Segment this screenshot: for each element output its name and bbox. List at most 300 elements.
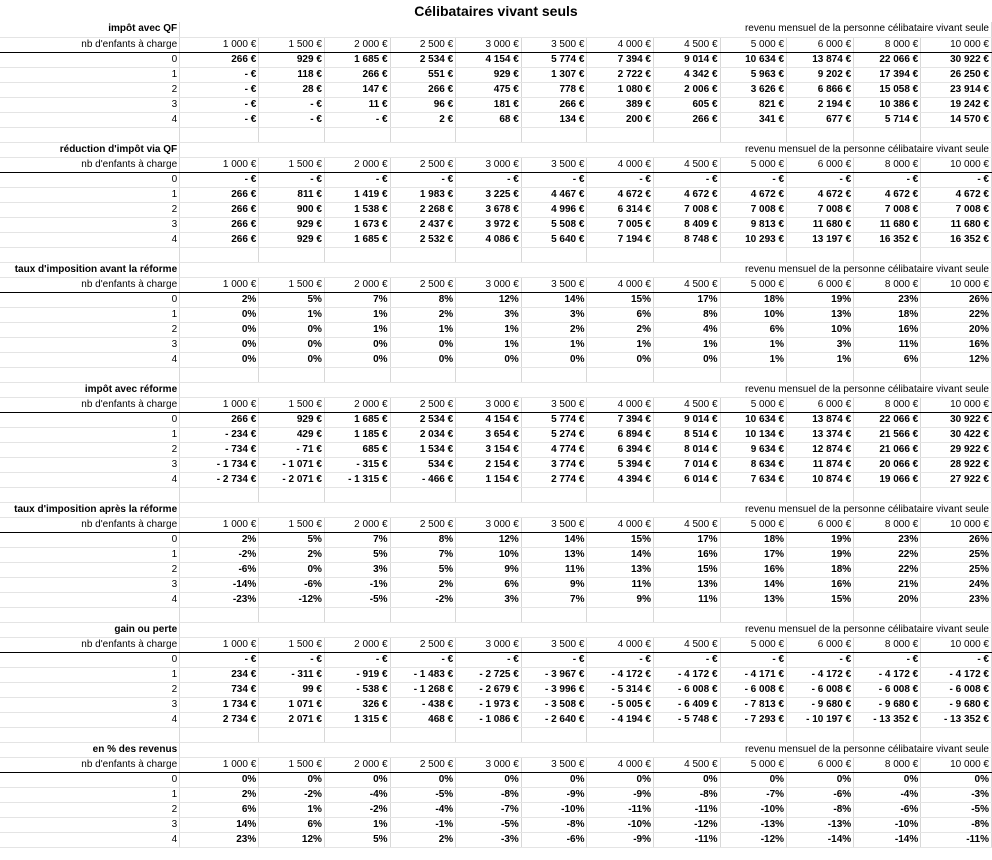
value-cell: 16% <box>921 337 992 352</box>
value-cell: -6% <box>521 832 587 847</box>
children-count: 0 <box>0 412 180 427</box>
value-cell: 8 748 € <box>654 232 721 247</box>
value-cell: 14% <box>180 817 259 832</box>
value-cell: -7% <box>720 787 787 802</box>
value-cell: -13% <box>720 817 787 832</box>
income-header-cell: 6 000 € <box>787 157 854 172</box>
value-cell: 7 008 € <box>854 202 921 217</box>
empty-cell <box>720 367 787 382</box>
value-cell: - 1 483 € <box>390 667 456 682</box>
value-cell: 22 066 € <box>854 412 921 427</box>
value-cell: -2% <box>259 787 325 802</box>
value-cell: 9% <box>456 562 522 577</box>
value-cell: 326 € <box>324 697 390 712</box>
value-cell: 266 € <box>390 82 456 97</box>
value-cell: 15% <box>787 592 854 607</box>
empty-cell <box>180 607 259 622</box>
value-cell: - 6 008 € <box>654 682 721 697</box>
value-cell: 13 374 € <box>787 427 854 442</box>
value-cell: 14% <box>521 532 587 547</box>
value-cell: 19 242 € <box>921 97 992 112</box>
value-cell: 8 014 € <box>654 442 721 457</box>
value-cell: 3% <box>324 562 390 577</box>
value-cell: 16% <box>854 322 921 337</box>
income-header-cell: 3 500 € <box>521 157 587 172</box>
income-header-cell: 4 000 € <box>587 37 654 52</box>
value-cell: - € <box>720 652 787 667</box>
value-cell: 2 532 € <box>390 232 456 247</box>
value-cell: - € <box>180 97 259 112</box>
value-cell: -6% <box>180 562 259 577</box>
value-cell: 677 € <box>787 112 854 127</box>
income-header-cell: 3 500 € <box>521 517 587 532</box>
value-cell: 5 963 € <box>720 67 787 82</box>
value-cell: -6% <box>854 802 921 817</box>
value-cell: 13% <box>787 307 854 322</box>
value-cell: 23% <box>854 292 921 307</box>
value-cell: 4 672 € <box>921 187 992 202</box>
empty-cell <box>521 367 587 382</box>
value-cell: 475 € <box>456 82 522 97</box>
value-cell: 23% <box>921 592 992 607</box>
value-cell: 1 419 € <box>324 187 390 202</box>
empty-cell <box>456 127 522 142</box>
empty-cell <box>324 607 390 622</box>
value-cell: 1% <box>456 337 522 352</box>
table-row <box>0 97 992 112</box>
children-count: 3 <box>0 97 180 112</box>
income-header-cell: 5 000 € <box>720 277 787 292</box>
value-cell: -10% <box>720 802 787 817</box>
value-cell: 4 394 € <box>587 472 654 487</box>
value-cell: 9 634 € <box>720 442 787 457</box>
empty-cell <box>787 727 854 742</box>
table-row <box>0 172 992 187</box>
value-cell: -10% <box>587 817 654 832</box>
value-cell: -23% <box>180 592 259 607</box>
value-cell: 5 774 € <box>521 52 587 67</box>
value-cell: 5 394 € <box>587 457 654 472</box>
value-cell: 7 008 € <box>787 202 854 217</box>
spacer-row <box>0 127 992 142</box>
value-cell: - 4 172 € <box>787 667 854 682</box>
value-cell: 20% <box>854 592 921 607</box>
value-cell: 7 194 € <box>587 232 654 247</box>
value-cell: 11% <box>654 592 721 607</box>
value-cell: 1 307 € <box>521 67 587 82</box>
empty-cell <box>456 487 522 502</box>
empty-cell <box>0 367 180 382</box>
value-cell: 5 640 € <box>521 232 587 247</box>
income-header-cell: 6 000 € <box>787 277 854 292</box>
value-cell: 266 € <box>521 97 587 112</box>
value-cell: 6% <box>259 817 325 832</box>
value-cell: - 13 352 € <box>854 712 921 727</box>
value-cell: 23 914 € <box>921 82 992 97</box>
value-cell: 4% <box>654 322 721 337</box>
value-cell: 2 734 € <box>180 712 259 727</box>
value-cell: 1% <box>521 337 587 352</box>
spacer-row <box>0 727 992 742</box>
income-header-cell: 1 000 € <box>180 157 259 172</box>
empty-cell <box>180 127 259 142</box>
value-cell: -9% <box>587 832 654 847</box>
value-cell: - € <box>180 172 259 187</box>
value-cell: 6 894 € <box>587 427 654 442</box>
value-cell: 8 514 € <box>654 427 721 442</box>
income-header-cell: 3 000 € <box>456 37 522 52</box>
value-cell: - € <box>654 172 721 187</box>
empty-cell <box>324 487 390 502</box>
value-cell: 9 813 € <box>720 217 787 232</box>
value-cell: 2 534 € <box>390 52 456 67</box>
income-header-cell: 5 000 € <box>720 37 787 52</box>
empty-cell <box>456 607 522 622</box>
value-cell: 5 274 € <box>521 427 587 442</box>
income-header-cell: 1 500 € <box>259 637 325 652</box>
value-cell: 1 983 € <box>390 187 456 202</box>
value-cell: 14% <box>521 292 587 307</box>
value-cell: 3 972 € <box>456 217 522 232</box>
income-header-cell: 4 500 € <box>654 157 721 172</box>
value-cell: 21 566 € <box>854 427 921 442</box>
children-count: 2 <box>0 682 180 697</box>
table-row <box>0 697 992 712</box>
empty-cell <box>787 367 854 382</box>
value-cell: -3% <box>921 787 992 802</box>
value-cell: - 1 315 € <box>324 472 390 487</box>
value-cell: - € <box>456 172 522 187</box>
value-cell: 15% <box>587 292 654 307</box>
value-cell: 11 € <box>324 97 390 112</box>
empty-cell <box>787 607 854 622</box>
income-header-cell: 1 500 € <box>259 157 325 172</box>
value-cell: 0% <box>390 772 456 787</box>
value-cell: 13% <box>720 592 787 607</box>
value-cell: 2% <box>390 307 456 322</box>
income-header-cell: 10 000 € <box>921 757 992 772</box>
value-cell: 929 € <box>259 52 325 67</box>
income-header-cell: 2 500 € <box>390 757 456 772</box>
value-cell: 0% <box>521 772 587 787</box>
empty-cell <box>390 247 456 262</box>
value-cell: 1 685 € <box>324 412 390 427</box>
value-cell: 24% <box>921 577 992 592</box>
value-cell: 10% <box>456 547 522 562</box>
value-cell: 22% <box>854 562 921 577</box>
value-cell: - 538 € <box>324 682 390 697</box>
income-header-cell: 8 000 € <box>854 157 921 172</box>
income-header-cell: 4 000 € <box>587 757 654 772</box>
children-count: 3 <box>0 457 180 472</box>
value-cell: 19% <box>787 292 854 307</box>
value-cell: 2% <box>180 787 259 802</box>
value-cell: - € <box>390 172 456 187</box>
value-cell: -4% <box>390 802 456 817</box>
row-axis-label: nb d'enfants à charge <box>0 157 180 172</box>
value-cell: 15% <box>654 562 721 577</box>
value-cell: -6% <box>259 577 325 592</box>
empty-cell <box>921 607 992 622</box>
value-cell: 14% <box>587 547 654 562</box>
value-cell: -11% <box>654 832 721 847</box>
empty-cell <box>921 247 992 262</box>
empty-cell <box>654 127 721 142</box>
value-cell: 0% <box>259 562 325 577</box>
value-cell: - € <box>921 652 992 667</box>
income-header-cell: 1 000 € <box>180 517 259 532</box>
value-cell: 1% <box>324 817 390 832</box>
spacer-row <box>0 367 992 382</box>
value-cell: 3% <box>521 307 587 322</box>
table-row <box>0 232 992 247</box>
table-row <box>0 772 992 787</box>
income-header-cell: 4 000 € <box>587 277 654 292</box>
value-cell: - 2 071 € <box>259 472 325 487</box>
value-cell: 9% <box>521 577 587 592</box>
empty-cell <box>654 607 721 622</box>
value-cell: 0% <box>259 352 325 367</box>
value-cell: 2 722 € <box>587 67 654 82</box>
children-count: 2 <box>0 562 180 577</box>
value-cell: - 6 008 € <box>720 682 787 697</box>
empty-cell <box>587 487 654 502</box>
value-cell: 6% <box>720 322 787 337</box>
value-cell: 10 134 € <box>720 427 787 442</box>
empty-cell <box>720 607 787 622</box>
income-caption: revenu mensuel de la personne célibataire vivant seule <box>180 22 992 37</box>
value-cell: - € <box>521 172 587 187</box>
children-count: 4 <box>0 352 180 367</box>
table-row <box>0 337 992 352</box>
income-header-cell: 2 000 € <box>324 277 390 292</box>
income-header-cell: 10 000 € <box>921 397 992 412</box>
row-axis-label: nb d'enfants à charge <box>0 37 180 52</box>
section-label: taux d'imposition avant la réforme <box>0 262 180 277</box>
value-cell: 5 714 € <box>854 112 921 127</box>
income-header-cell: 10 000 € <box>921 637 992 652</box>
value-cell: - € <box>587 652 654 667</box>
children-count: 4 <box>0 592 180 607</box>
value-cell: - 6 008 € <box>854 682 921 697</box>
children-count: 0 <box>0 172 180 187</box>
value-cell: -12% <box>654 817 721 832</box>
empty-cell <box>521 127 587 142</box>
value-cell: 6% <box>456 577 522 592</box>
value-cell: - € <box>456 652 522 667</box>
children-count: 4 <box>0 832 180 847</box>
value-cell: 0% <box>390 337 456 352</box>
value-cell: 11% <box>854 337 921 352</box>
income-header-row <box>0 517 992 532</box>
value-cell: 21% <box>854 577 921 592</box>
value-cell: 11 874 € <box>787 457 854 472</box>
income-header-cell: 3 000 € <box>456 277 522 292</box>
income-caption: revenu mensuel de la personne célibataire vivant seule <box>180 622 992 637</box>
value-cell: 0% <box>180 337 259 352</box>
empty-cell <box>324 247 390 262</box>
value-cell: 3% <box>787 337 854 352</box>
empty-cell <box>587 127 654 142</box>
value-cell: - 234 € <box>180 427 259 442</box>
value-cell: - 734 € <box>180 442 259 457</box>
table-row <box>0 547 992 562</box>
value-cell: 2 006 € <box>654 82 721 97</box>
empty-cell <box>654 487 721 502</box>
table-row <box>0 67 992 82</box>
income-header-cell: 2 000 € <box>324 757 390 772</box>
value-cell: 341 € <box>720 112 787 127</box>
value-cell: -7% <box>456 802 522 817</box>
value-cell: 15 058 € <box>854 82 921 97</box>
value-cell: 0% <box>324 337 390 352</box>
value-cell: -5% <box>921 802 992 817</box>
value-cell: 26 250 € <box>921 67 992 82</box>
empty-cell <box>854 247 921 262</box>
value-cell: 29 922 € <box>921 442 992 457</box>
value-cell: 16 352 € <box>854 232 921 247</box>
value-cell: 11 680 € <box>787 217 854 232</box>
income-header-cell: 1 500 € <box>259 37 325 52</box>
value-cell: 605 € <box>654 97 721 112</box>
empty-cell <box>259 607 325 622</box>
income-header-cell: 5 000 € <box>720 637 787 652</box>
value-cell: 1 071 € <box>259 697 325 712</box>
value-cell: 6 394 € <box>587 442 654 457</box>
income-header-cell: 3 500 € <box>521 637 587 652</box>
value-cell: - 466 € <box>390 472 456 487</box>
value-cell: 7 005 € <box>587 217 654 232</box>
value-cell: 7% <box>324 532 390 547</box>
value-cell: 13% <box>521 547 587 562</box>
value-cell: -2% <box>324 802 390 817</box>
value-cell: 19% <box>787 547 854 562</box>
value-cell: 0% <box>259 322 325 337</box>
value-cell: - 2 679 € <box>456 682 522 697</box>
value-cell: 5% <box>259 532 325 547</box>
value-cell: 4 154 € <box>456 52 522 67</box>
income-header-cell: 5 000 € <box>720 157 787 172</box>
value-cell: 929 € <box>456 67 522 82</box>
children-count: 0 <box>0 772 180 787</box>
value-cell: 5 774 € <box>521 412 587 427</box>
value-cell: 266 € <box>180 202 259 217</box>
children-count: 3 <box>0 697 180 712</box>
table-row <box>0 322 992 337</box>
value-cell: 0% <box>921 772 992 787</box>
income-caption: revenu mensuel de la personne célibataire vivant seule <box>180 502 992 517</box>
income-header-cell: 3 500 € <box>521 397 587 412</box>
value-cell: 2% <box>390 832 456 847</box>
income-header-cell: 3 000 € <box>456 397 522 412</box>
children-count: 2 <box>0 802 180 817</box>
empty-cell <box>390 367 456 382</box>
table-row <box>0 712 992 727</box>
value-cell: 266 € <box>654 112 721 127</box>
income-header-cell: 3 000 € <box>456 517 522 532</box>
value-cell: -10% <box>521 802 587 817</box>
income-header-cell: 2 000 € <box>324 517 390 532</box>
income-header-cell: 2 000 € <box>324 637 390 652</box>
value-cell: 16 352 € <box>921 232 992 247</box>
value-cell: - 438 € <box>390 697 456 712</box>
table-row <box>0 52 992 67</box>
value-cell: 4 774 € <box>521 442 587 457</box>
value-cell: -8% <box>921 817 992 832</box>
value-cell: 16% <box>720 562 787 577</box>
value-cell: 0% <box>180 772 259 787</box>
section-header-row <box>0 382 992 397</box>
value-cell: 10 634 € <box>720 412 787 427</box>
value-cell: 7 394 € <box>587 52 654 67</box>
value-cell: - 1 268 € <box>390 682 456 697</box>
value-cell: 389 € <box>587 97 654 112</box>
value-cell: - € <box>787 652 854 667</box>
income-header-cell: 4 500 € <box>654 757 721 772</box>
value-cell: - € <box>259 112 325 127</box>
value-cell: 4 672 € <box>854 187 921 202</box>
empty-cell <box>180 487 259 502</box>
value-cell: 1 685 € <box>324 52 390 67</box>
income-header-cell: 4 500 € <box>654 637 721 652</box>
value-cell: -8% <box>456 787 522 802</box>
value-cell: 1 534 € <box>390 442 456 457</box>
value-cell: - 5 005 € <box>587 697 654 712</box>
value-cell: 7 394 € <box>587 412 654 427</box>
value-cell: 2% <box>521 322 587 337</box>
value-cell: 12% <box>456 532 522 547</box>
value-cell: -8% <box>654 787 721 802</box>
income-header-cell: 10 000 € <box>921 157 992 172</box>
value-cell: 12% <box>259 832 325 847</box>
value-cell: -1% <box>324 577 390 592</box>
empty-cell <box>259 247 325 262</box>
value-cell: 2 071 € <box>259 712 325 727</box>
value-cell: 16% <box>787 577 854 592</box>
value-cell: - € <box>180 112 259 127</box>
value-cell: - € <box>324 652 390 667</box>
income-header-cell: 4 000 € <box>587 517 654 532</box>
income-caption: revenu mensuel de la personne célibataire vivant seule <box>180 142 992 157</box>
income-header-cell: 2 500 € <box>390 517 456 532</box>
value-cell: 2 268 € <box>390 202 456 217</box>
value-cell: 0% <box>521 352 587 367</box>
value-cell: 3 774 € <box>521 457 587 472</box>
empty-cell <box>0 247 180 262</box>
children-count: 1 <box>0 787 180 802</box>
value-cell: 1 315 € <box>324 712 390 727</box>
income-header-cell: 4 000 € <box>587 637 654 652</box>
table-row <box>0 457 992 472</box>
value-cell: 18% <box>854 307 921 322</box>
income-header-cell: 10 000 € <box>921 37 992 52</box>
children-count: 4 <box>0 112 180 127</box>
value-cell: 181 € <box>456 97 522 112</box>
section-label: en % des revenus <box>0 742 180 757</box>
empty-cell <box>921 127 992 142</box>
children-count: 3 <box>0 577 180 592</box>
children-count: 4 <box>0 712 180 727</box>
children-count: 1 <box>0 547 180 562</box>
value-cell: 900 € <box>259 202 325 217</box>
value-cell: 5% <box>324 547 390 562</box>
value-cell: 99 € <box>259 682 325 697</box>
value-cell: 3 225 € <box>456 187 522 202</box>
income-header-cell: 4 000 € <box>587 397 654 412</box>
value-cell: 4 467 € <box>521 187 587 202</box>
value-cell: 11 680 € <box>921 217 992 232</box>
value-cell: 28 922 € <box>921 457 992 472</box>
